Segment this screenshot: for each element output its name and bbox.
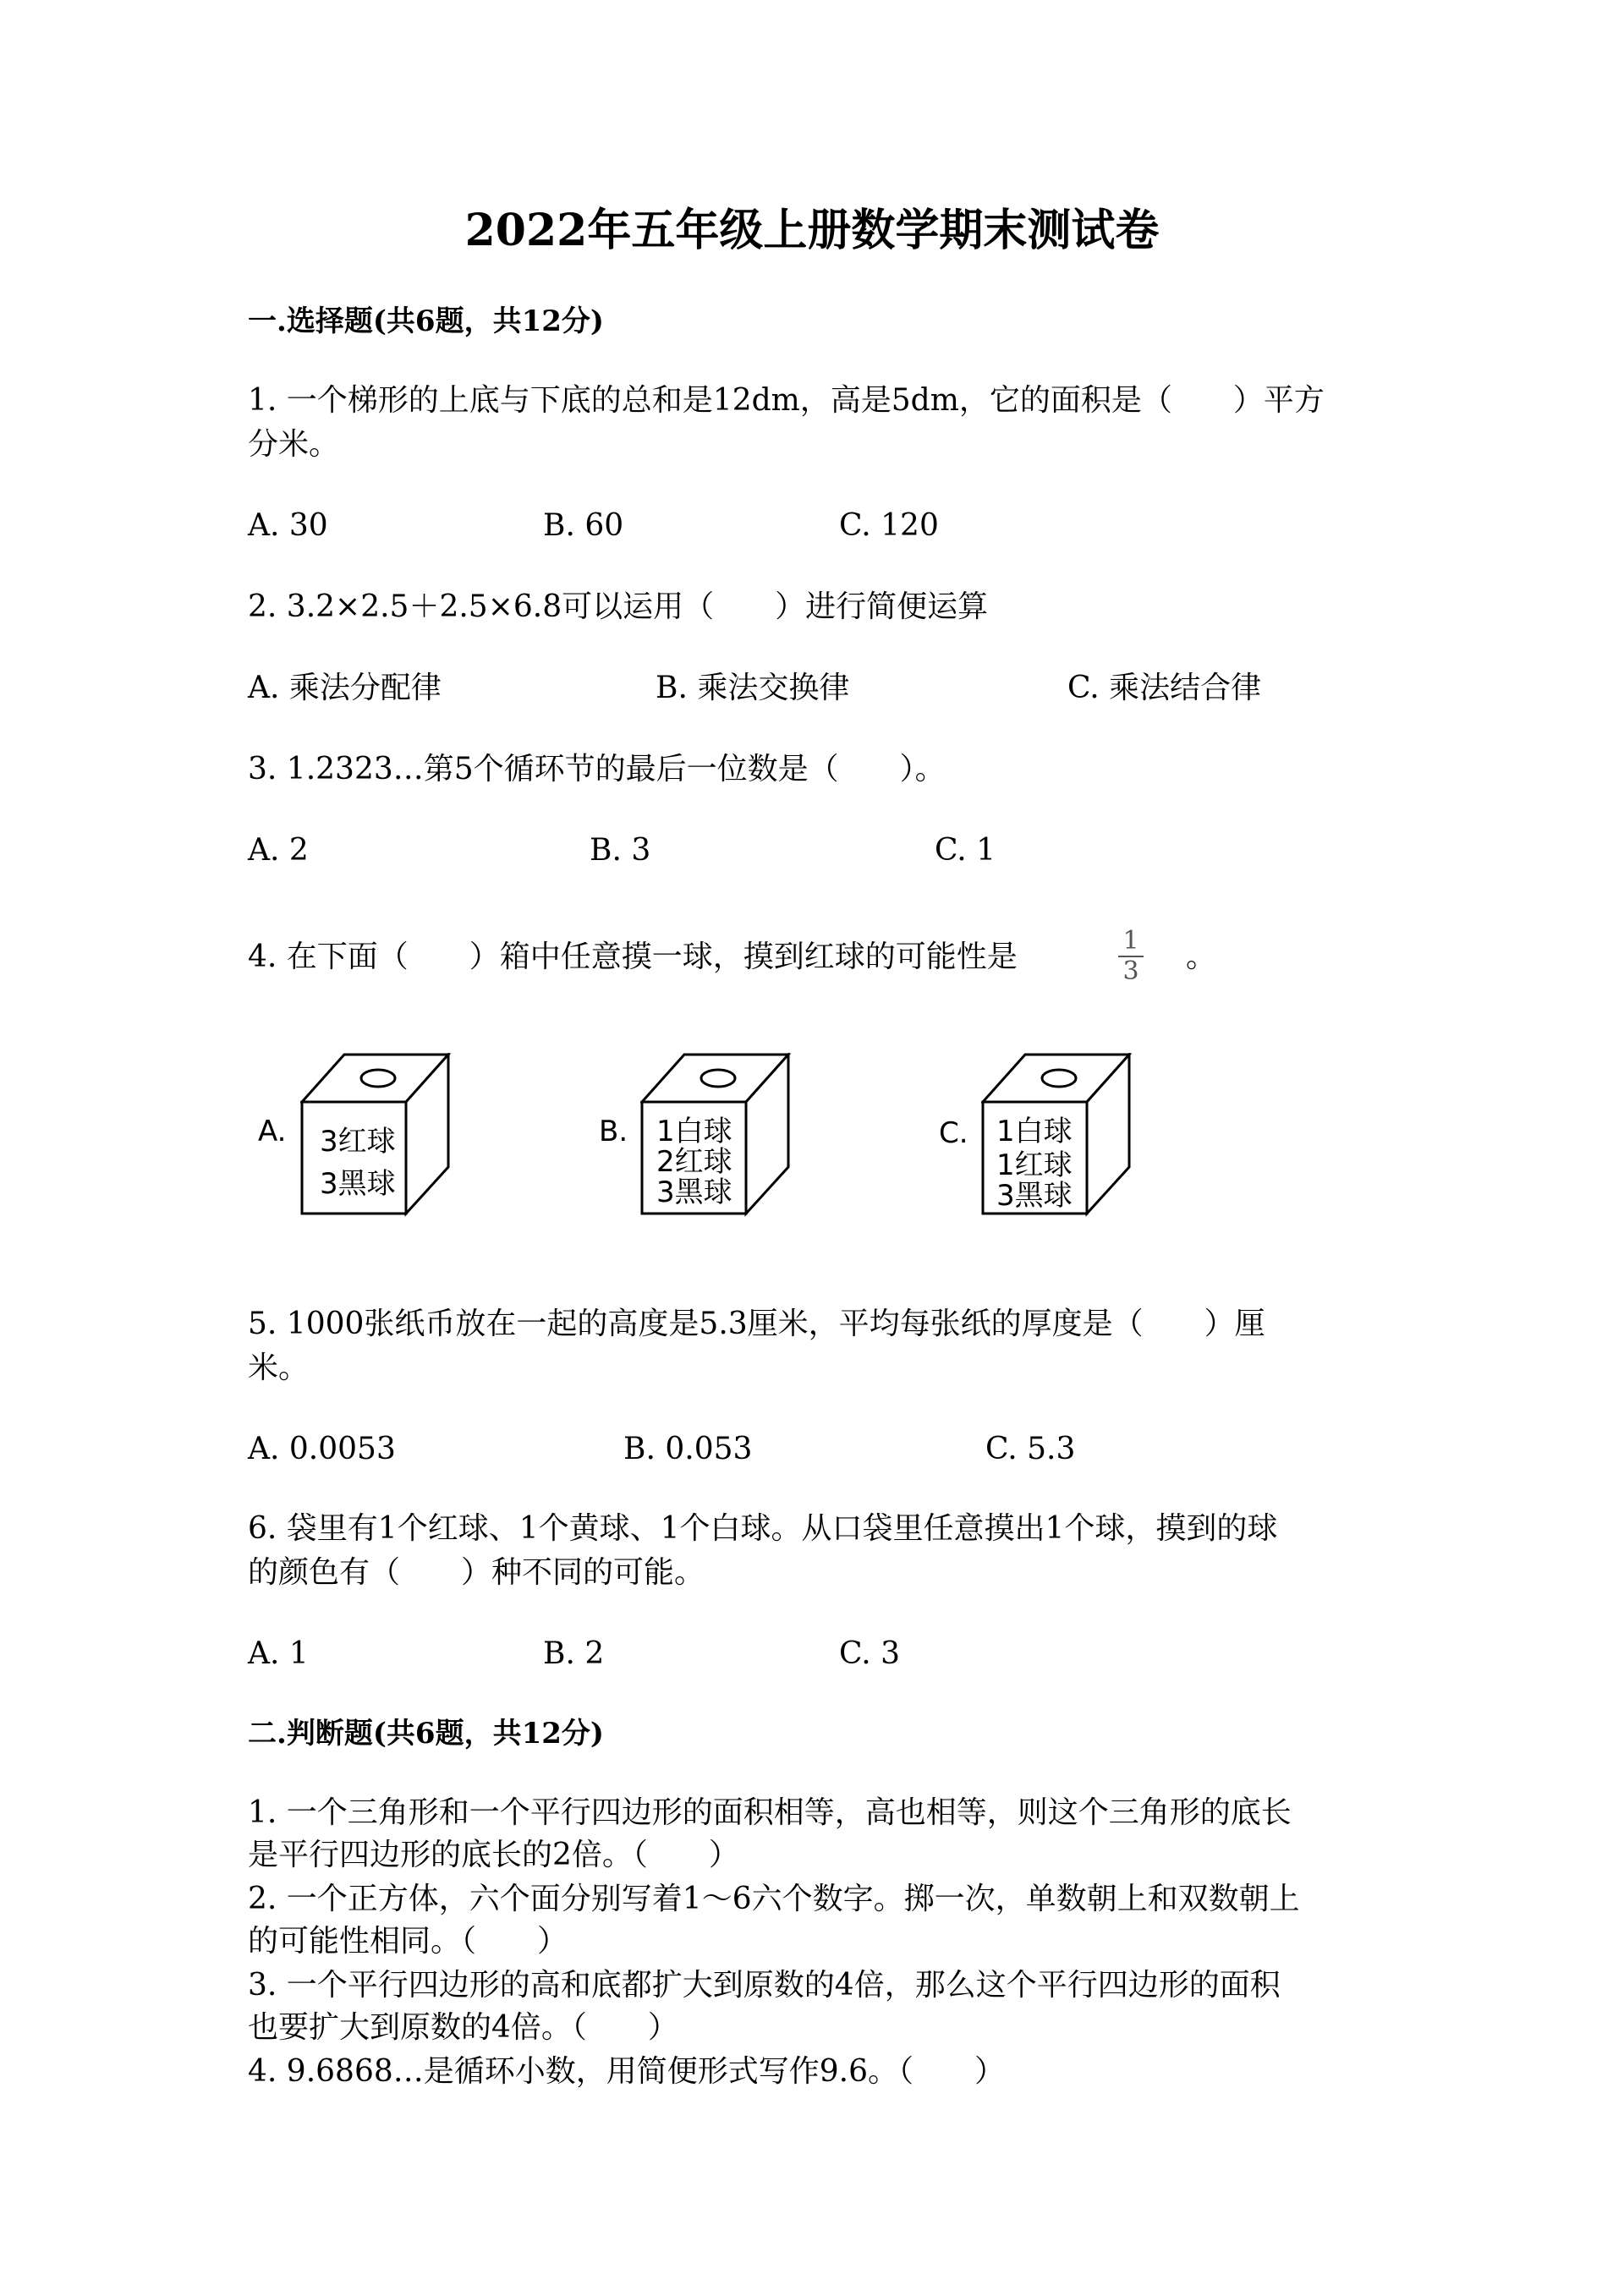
judge-line-5: 3. 一个平行四边形的高和底都扩大到原数的4倍，那么这个平行四边形的面积 bbox=[248, 1968, 1281, 2003]
judge-line-1: 1. 一个三角形和一个平行四边形的面积相等，高也相等，则这个三角形的底长 bbox=[248, 1795, 1292, 1830]
question-5-line-1: 5. 1000张纸币放在一起的高度是5.3厘米，平均每张纸的厚度是（ ）厘 bbox=[248, 1307, 1265, 1341]
q3-option-c[interactable]: C. 1 bbox=[935, 833, 996, 868]
q5-option-b[interactable]: B. 0.053 bbox=[623, 1432, 753, 1466]
q1-option-a[interactable]: A. 30 bbox=[248, 508, 328, 543]
judge-line-6: 也要扩大到原数的4倍。（ ） bbox=[248, 2010, 678, 2045]
q5-option-a[interactable]: A. 0.0053 bbox=[248, 1432, 396, 1466]
box-b-label[interactable]: B. bbox=[599, 1115, 628, 1148]
box-c-line-3: 3黑球 bbox=[996, 1179, 1073, 1213]
q2-option-a[interactable]: A. 乘法分配律 bbox=[248, 671, 442, 705]
judge-line-2: 是平行四边形的底长的2倍。（ ） bbox=[248, 1838, 739, 1872]
fraction-numerator: 1 bbox=[1122, 926, 1139, 956]
q1-option-b[interactable]: B. 60 bbox=[543, 508, 624, 543]
page-title: 2022年五年级上册数学期末测试卷 bbox=[464, 205, 1160, 256]
question-2-line-1: 2. 3.2×2.5＋2.5×6.8可以运用（ ）进行简便运算 bbox=[248, 589, 989, 624]
box-c-label[interactable]: C. bbox=[939, 1116, 968, 1150]
question-1-line-2: 分米。 bbox=[248, 427, 340, 462]
judge-line-7: 4. 9.6868…是循环小数，用简便形式写作9.6。（ ） bbox=[248, 2054, 1006, 2089]
q1-option-c[interactable]: C. 120 bbox=[839, 508, 939, 543]
question-3-line-1: 3. 1.2323…第5个循环节的最后一位数是（ ）。 bbox=[248, 752, 946, 786]
q6-option-b[interactable]: B. 2 bbox=[543, 1636, 605, 1671]
section-heading-choice: 一.选择题(共6题，共12分) bbox=[248, 304, 604, 338]
fraction-one-third bbox=[1118, 926, 1144, 986]
box-a-label[interactable]: A. bbox=[258, 1115, 287, 1148]
fraction-denominator: 3 bbox=[1122, 956, 1139, 986]
question-5-line-2: 米。 bbox=[248, 1351, 310, 1385]
box-a-line-1: 3红球 bbox=[320, 1125, 396, 1159]
box-b-line-3: 3黑球 bbox=[656, 1175, 732, 1209]
question-6-line-1: 6. 袋里有1个红球、1个黄球、1个白球。从口袋里任意摸出1个球，摸到的球 bbox=[248, 1511, 1278, 1546]
q6-option-c[interactable]: C. 3 bbox=[839, 1636, 901, 1671]
q6-option-a[interactable]: A. 1 bbox=[248, 1636, 309, 1671]
q3-option-b[interactable]: B. 3 bbox=[590, 833, 651, 868]
q3-option-a[interactable]: A. 2 bbox=[248, 833, 309, 868]
box-b-line-2: 2红球 bbox=[656, 1145, 732, 1179]
q5-option-c[interactable]: C. 5.3 bbox=[985, 1432, 1076, 1466]
question-6-line-2: 的颜色有（ ）种不同的可能。 bbox=[248, 1555, 705, 1590]
box-c-line-1: 1白球 bbox=[996, 1115, 1073, 1148]
box-c-line-2: 1红球 bbox=[996, 1148, 1073, 1182]
judge-line-3: 2. 一个正方体，六个面分别写着1～6六个数字。掷一次，单数朝上和双数朝上 bbox=[248, 1882, 1300, 1916]
judge-line-4: 的可能性相同。（ ） bbox=[248, 1924, 568, 1959]
question-4-period: 。 bbox=[1186, 940, 1217, 974]
q2-option-b[interactable]: B. 乘法交换律 bbox=[656, 671, 850, 705]
box-b-line-1: 1白球 bbox=[656, 1115, 732, 1148]
q2-option-c[interactable]: C. 乘法结合律 bbox=[1067, 671, 1262, 705]
box-a-line-2: 3黑球 bbox=[320, 1167, 396, 1201]
question-4-line-1: 4. 在下面（ ）箱中任意摸一球，摸到红球的可能性是 bbox=[248, 940, 1018, 974]
section-heading-judgement: 二.判断题(共6题，共12分) bbox=[248, 1717, 604, 1751]
question-1-line-1: 1. 一个梯形的上底与下底的总和是12dm，高是5dm，它的面积是（ ）平方 bbox=[248, 383, 1325, 418]
